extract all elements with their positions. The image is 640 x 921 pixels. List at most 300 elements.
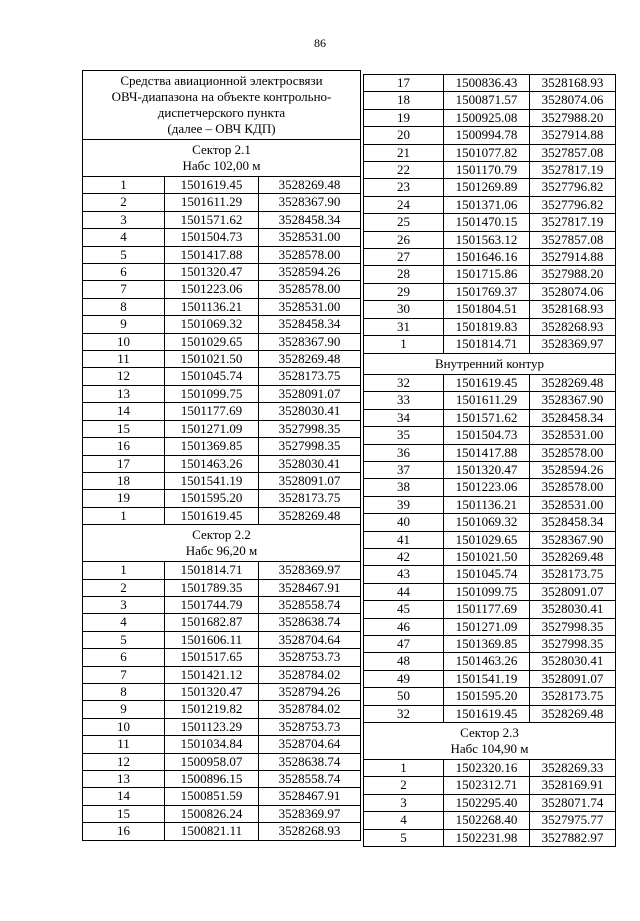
y-coordinate: 3528578.00 (530, 479, 616, 496)
y-coordinate: 3528367.90 (259, 333, 361, 350)
y-coordinate: 3528578.00 (259, 281, 361, 298)
y-coordinate: 3528091.07 (530, 670, 616, 687)
x-coordinate: 1501595.20 (165, 490, 259, 507)
x-coordinate: 1501814.71 (165, 562, 259, 579)
y-coordinate: 3528638.74 (259, 753, 361, 770)
point-number: 6 (83, 649, 165, 666)
x-coordinate: 1502312.71 (444, 777, 530, 794)
point-number: 26 (364, 231, 444, 248)
table-row (364, 427, 616, 444)
point-number: 4 (364, 812, 444, 829)
x-coordinate: 1501619.45 (444, 374, 530, 391)
point-number: 22 (364, 162, 444, 179)
point-number: 42 (364, 548, 444, 565)
point-number: 8 (83, 683, 165, 700)
y-coordinate: 3528030.41 (530, 653, 616, 670)
point-number: 7 (83, 666, 165, 683)
x-coordinate: 1501571.62 (165, 211, 259, 228)
table-row (83, 351, 361, 368)
table-row (83, 753, 361, 770)
table-row (83, 246, 361, 263)
table-row (83, 229, 361, 246)
x-coordinate: 1500836.43 (444, 75, 530, 92)
x-coordinate: 1501606.11 (165, 631, 259, 648)
x-coordinate: 1500896.15 (165, 771, 259, 788)
x-coordinate: 1501223.06 (165, 281, 259, 298)
x-coordinate: 1501417.88 (444, 444, 530, 461)
x-coordinate: 1501619.45 (165, 507, 259, 524)
point-number: 15 (83, 420, 165, 437)
x-coordinate: 1501271.09 (444, 618, 530, 635)
table-title-row (83, 71, 361, 140)
y-coordinate: 3528091.07 (259, 385, 361, 402)
y-coordinate: 3528753.73 (259, 649, 361, 666)
y-coordinate: 3528704.64 (259, 736, 361, 753)
inner-contour-label-row (364, 353, 616, 374)
table-row (83, 805, 361, 822)
x-coordinate: 1500925.08 (444, 109, 530, 126)
point-number: 11 (83, 351, 165, 368)
x-coordinate: 1501517.65 (165, 649, 259, 666)
y-coordinate: 3528578.00 (530, 444, 616, 461)
table-row (364, 409, 616, 426)
x-coordinate: 1501034.84 (165, 736, 259, 753)
table-row (83, 562, 361, 579)
table-row (364, 444, 616, 461)
y-coordinate: 3528030.41 (259, 455, 361, 472)
table-title-line: диспетчерского пункта (157, 105, 286, 120)
y-coordinate: 3527998.35 (530, 618, 616, 635)
point-number: 10 (83, 333, 165, 350)
y-coordinate: 3527998.35 (259, 420, 361, 437)
table-row (83, 177, 361, 194)
y-coordinate: 3528269.48 (259, 177, 361, 194)
y-coordinate: 3528531.00 (530, 496, 616, 513)
point-number: 4 (83, 614, 165, 631)
y-coordinate: 3527857.08 (530, 231, 616, 248)
point-number: 20 (364, 127, 444, 144)
table-row (364, 162, 616, 179)
y-coordinate: 3528784.02 (259, 666, 361, 683)
point-number: 24 (364, 196, 444, 213)
y-coordinate: 3527882.97 (530, 829, 616, 846)
y-coordinate: 3527817.19 (530, 214, 616, 231)
y-coordinate: 3528367.90 (259, 194, 361, 211)
y-coordinate: 3528467.91 (259, 579, 361, 596)
point-number: 16 (83, 438, 165, 455)
table-row (83, 385, 361, 402)
y-coordinate: 3528030.41 (530, 601, 616, 618)
point-number: 13 (83, 771, 165, 788)
y-coordinate: 3528169.91 (530, 777, 616, 794)
table-row (364, 214, 616, 231)
page-number: 86 (314, 36, 326, 50)
section-header (364, 723, 616, 760)
table-row (83, 614, 361, 631)
point-number: 12 (83, 368, 165, 385)
y-coordinate: 3527975.77 (530, 812, 616, 829)
point-number: 13 (83, 385, 165, 402)
point-number: 3 (364, 794, 444, 811)
point-number: 45 (364, 601, 444, 618)
table-row (83, 438, 361, 455)
table-row (364, 374, 616, 391)
y-coordinate: 3528030.41 (259, 403, 361, 420)
x-coordinate: 1501611.29 (165, 194, 259, 211)
section-name: Сектор 2.1 (192, 142, 251, 157)
point-number: 15 (83, 805, 165, 822)
coordinates-table-right (363, 74, 616, 847)
x-coordinate: 1501421.12 (165, 666, 259, 683)
table-row (364, 301, 616, 318)
y-coordinate: 3528753.73 (259, 718, 361, 735)
table-row (83, 211, 361, 228)
point-number: 3 (83, 596, 165, 613)
x-coordinate: 1501177.69 (165, 403, 259, 420)
x-coordinate: 1501029.65 (165, 333, 259, 350)
y-coordinate: 3528173.75 (259, 368, 361, 385)
y-coordinate: 3528269.48 (530, 705, 616, 722)
x-coordinate: 1501369.85 (444, 635, 530, 652)
x-coordinate: 1501417.88 (165, 246, 259, 263)
point-number: 32 (364, 705, 444, 722)
table-row (364, 144, 616, 161)
point-number: 11 (83, 736, 165, 753)
y-coordinate: 3527796.82 (530, 196, 616, 213)
point-number: 9 (83, 316, 165, 333)
point-number: 21 (364, 144, 444, 161)
y-coordinate: 3528269.33 (530, 760, 616, 777)
table-row (83, 649, 361, 666)
x-coordinate: 1501369.85 (165, 438, 259, 455)
x-coordinate: 1500958.07 (165, 753, 259, 770)
table-row (364, 777, 616, 794)
table-row (83, 368, 361, 385)
y-coordinate: 3528268.93 (530, 318, 616, 335)
table-title (83, 71, 361, 140)
x-coordinate: 1501099.75 (444, 583, 530, 600)
x-coordinate: 1501170.79 (444, 162, 530, 179)
table-row (83, 455, 361, 472)
table-row (83, 579, 361, 596)
x-coordinate: 1501541.19 (444, 670, 530, 687)
table-row (364, 231, 616, 248)
x-coordinate: 1501619.45 (165, 177, 259, 194)
table-row (364, 635, 616, 652)
point-number: 1 (83, 562, 165, 579)
y-coordinate: 3528467.91 (259, 788, 361, 805)
x-coordinate: 1501069.32 (165, 316, 259, 333)
x-coordinate: 1501463.26 (444, 653, 530, 670)
section-header (83, 525, 361, 562)
y-coordinate: 3528458.34 (259, 316, 361, 333)
x-coordinate: 1501029.65 (444, 531, 530, 548)
y-coordinate: 3528531.00 (259, 298, 361, 315)
point-number: 1 (364, 336, 444, 353)
point-number: 1 (83, 507, 165, 524)
x-coordinate: 1501504.73 (444, 427, 530, 444)
y-coordinate: 3528369.97 (259, 562, 361, 579)
point-number: 6 (83, 264, 165, 281)
table-row (83, 403, 361, 420)
point-number: 35 (364, 427, 444, 444)
y-coordinate: 3528531.00 (530, 427, 616, 444)
point-number: 36 (364, 444, 444, 461)
x-coordinate: 1501045.74 (444, 566, 530, 583)
point-number: 19 (83, 490, 165, 507)
y-coordinate: 3528458.34 (259, 211, 361, 228)
point-number: 46 (364, 618, 444, 635)
x-coordinate: 1500821.11 (165, 823, 259, 840)
x-coordinate: 1501769.37 (444, 283, 530, 300)
point-number: 8 (83, 298, 165, 315)
x-coordinate: 1501223.06 (444, 479, 530, 496)
point-number: 41 (364, 531, 444, 548)
y-coordinate: 3527796.82 (530, 179, 616, 196)
table-row (83, 736, 361, 753)
point-number: 40 (364, 514, 444, 531)
y-coordinate: 3528458.34 (530, 514, 616, 531)
y-coordinate: 3528369.97 (530, 336, 616, 353)
section-header (83, 140, 361, 177)
x-coordinate: 1501021.50 (165, 351, 259, 368)
table-row (83, 718, 361, 735)
x-coordinate: 1501077.82 (444, 144, 530, 161)
table-row (364, 566, 616, 583)
y-coordinate: 3528558.74 (259, 771, 361, 788)
x-coordinate: 1501595.20 (444, 688, 530, 705)
point-number: 29 (364, 283, 444, 300)
y-coordinate: 3527998.35 (259, 438, 361, 455)
point-number: 1 (364, 760, 444, 777)
x-coordinate: 1501123.29 (165, 718, 259, 735)
table-row (83, 771, 361, 788)
x-coordinate: 1501463.26 (165, 455, 259, 472)
table-row (364, 618, 616, 635)
table-row (83, 788, 361, 805)
y-coordinate: 3527914.88 (530, 127, 616, 144)
table-row (83, 281, 361, 298)
table-row (364, 653, 616, 670)
point-number: 33 (364, 392, 444, 409)
x-coordinate: 1502231.98 (444, 829, 530, 846)
table-row (83, 420, 361, 437)
y-coordinate: 3528578.00 (259, 246, 361, 263)
y-coordinate: 3528173.75 (259, 490, 361, 507)
y-coordinate: 3528638.74 (259, 614, 361, 631)
table-row (364, 531, 616, 548)
table-row (83, 823, 361, 840)
y-coordinate: 3528558.74 (259, 596, 361, 613)
y-coordinate: 3528269.48 (530, 374, 616, 391)
x-coordinate: 1501269.89 (444, 179, 530, 196)
point-number: 44 (364, 583, 444, 600)
point-number: 49 (364, 670, 444, 687)
y-coordinate: 3528268.93 (259, 823, 361, 840)
point-number: 38 (364, 479, 444, 496)
x-coordinate: 1502320.16 (444, 760, 530, 777)
x-coordinate: 1501219.82 (165, 701, 259, 718)
table-row (364, 601, 616, 618)
point-number: 5 (83, 631, 165, 648)
x-coordinate: 1501320.47 (165, 683, 259, 700)
table-row (364, 548, 616, 565)
table-row (83, 472, 361, 489)
table-row (364, 829, 616, 846)
x-coordinate: 1501470.15 (444, 214, 530, 231)
y-coordinate: 3528173.75 (530, 688, 616, 705)
y-coordinate: 3527988.20 (530, 109, 616, 126)
x-coordinate: 1500994.78 (444, 127, 530, 144)
table-row (83, 194, 361, 211)
y-coordinate: 3528367.90 (530, 392, 616, 409)
x-coordinate: 1502268.40 (444, 812, 530, 829)
x-coordinate: 1501320.47 (444, 461, 530, 478)
y-coordinate: 3528168.93 (530, 75, 616, 92)
y-coordinate: 3528269.48 (530, 548, 616, 565)
table-row (364, 583, 616, 600)
y-coordinate: 3528369.97 (259, 805, 361, 822)
table-row (364, 688, 616, 705)
table-row (364, 479, 616, 496)
table-row (83, 490, 361, 507)
x-coordinate: 1501682.87 (165, 614, 259, 631)
point-number: 37 (364, 461, 444, 478)
point-number: 16 (83, 823, 165, 840)
point-number: 7 (83, 281, 165, 298)
x-coordinate: 1501504.73 (165, 229, 259, 246)
table-row (83, 316, 361, 333)
point-number: 18 (364, 92, 444, 109)
point-number: 31 (364, 318, 444, 335)
table-row (83, 631, 361, 648)
y-coordinate: 3527914.88 (530, 249, 616, 266)
point-number: 18 (83, 472, 165, 489)
y-coordinate: 3527988.20 (530, 266, 616, 283)
table-row (83, 264, 361, 281)
point-number: 1 (83, 177, 165, 194)
y-coordinate: 3528594.26 (530, 461, 616, 478)
x-coordinate: 1501069.32 (444, 514, 530, 531)
x-coordinate: 1501271.09 (165, 420, 259, 437)
x-coordinate: 1501021.50 (444, 548, 530, 565)
point-number: 12 (83, 753, 165, 770)
x-coordinate: 1501744.79 (165, 596, 259, 613)
x-coordinate: 1501541.19 (165, 472, 259, 489)
table-row (364, 336, 616, 353)
point-number: 50 (364, 688, 444, 705)
point-number: 5 (364, 829, 444, 846)
x-coordinate: 1501814.71 (444, 336, 530, 353)
x-coordinate: 1501136.21 (165, 298, 259, 315)
point-number: 25 (364, 214, 444, 231)
point-number: 2 (364, 777, 444, 794)
section-name: Сектор 2.3 (460, 725, 519, 741)
x-coordinate: 1501646.16 (444, 249, 530, 266)
point-number: 39 (364, 496, 444, 513)
table-row (364, 670, 616, 687)
point-number: 47 (364, 635, 444, 652)
point-number: 2 (83, 579, 165, 596)
table-row (364, 75, 616, 92)
y-coordinate: 3528367.90 (530, 531, 616, 548)
point-number: 28 (364, 266, 444, 283)
y-coordinate: 3528531.00 (259, 229, 361, 246)
x-coordinate: 1501819.83 (444, 318, 530, 335)
x-coordinate: 1500851.59 (165, 788, 259, 805)
table-row (364, 461, 616, 478)
section-header-row (83, 525, 361, 562)
point-number: 10 (83, 718, 165, 735)
x-coordinate: 1501715.86 (444, 266, 530, 283)
x-coordinate: 1501045.74 (165, 368, 259, 385)
table-row (364, 249, 616, 266)
point-number: 23 (364, 179, 444, 196)
y-coordinate: 3528458.34 (530, 409, 616, 426)
y-coordinate: 3528091.07 (259, 472, 361, 489)
x-coordinate: 1501619.45 (444, 705, 530, 722)
x-coordinate: 1501099.75 (165, 385, 259, 402)
point-number: 30 (364, 301, 444, 318)
y-coordinate: 3527998.35 (530, 635, 616, 652)
point-number: 2 (83, 194, 165, 211)
table-row (364, 283, 616, 300)
y-coordinate: 3527817.19 (530, 162, 616, 179)
table-row (83, 507, 361, 524)
table-row (364, 266, 616, 283)
coordinates-table-left (82, 70, 361, 841)
x-coordinate: 1501563.12 (444, 231, 530, 248)
table-row (83, 701, 361, 718)
table-row (364, 179, 616, 196)
y-coordinate: 3528269.48 (259, 351, 361, 368)
x-coordinate: 1501371.06 (444, 196, 530, 213)
x-coordinate: 1501136.21 (444, 496, 530, 513)
table-row (364, 92, 616, 109)
point-number: 3 (83, 211, 165, 228)
table-row (364, 760, 616, 777)
table-row (364, 812, 616, 829)
y-coordinate: 3528091.07 (530, 583, 616, 600)
x-coordinate: 1502295.40 (444, 794, 530, 811)
x-coordinate: 1501789.35 (165, 579, 259, 596)
y-coordinate: 3528168.93 (530, 301, 616, 318)
table-row (364, 794, 616, 811)
x-coordinate: 1501320.47 (165, 264, 259, 281)
table-row (364, 109, 616, 126)
x-coordinate: 1500826.24 (165, 805, 259, 822)
point-number: 32 (364, 374, 444, 391)
x-coordinate: 1501611.29 (444, 392, 530, 409)
point-number: 43 (364, 566, 444, 583)
table-row (364, 127, 616, 144)
section-name: Сектор 2.2 (192, 527, 251, 543)
table-row (83, 596, 361, 613)
table-row (364, 318, 616, 335)
inner-contour-label: Внутренний контур (364, 353, 616, 374)
table-row (364, 514, 616, 531)
point-number: 17 (83, 455, 165, 472)
point-number: 17 (364, 75, 444, 92)
point-number: 14 (83, 403, 165, 420)
x-coordinate: 1501804.51 (444, 301, 530, 318)
table-row (83, 666, 361, 683)
y-coordinate: 3528704.64 (259, 631, 361, 648)
point-number: 9 (83, 701, 165, 718)
table-row (364, 496, 616, 513)
point-number: 14 (83, 788, 165, 805)
y-coordinate: 3528794.26 (259, 683, 361, 700)
